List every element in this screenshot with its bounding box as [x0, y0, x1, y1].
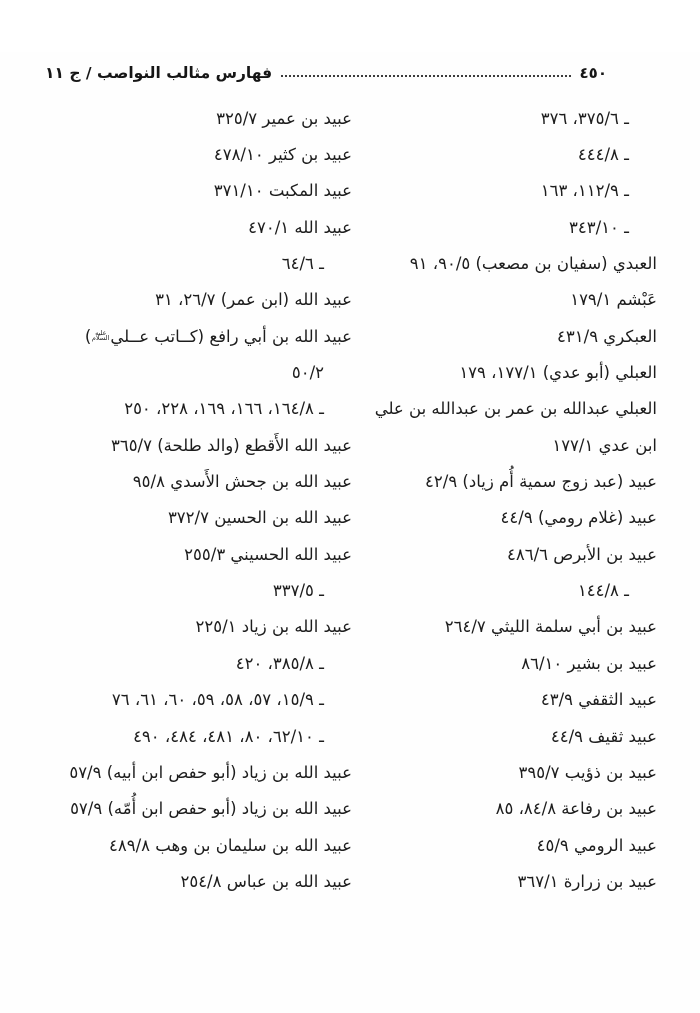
running-header	[45, 52, 607, 82]
index-entry: ـ ١١٢/٩، ١٦٣	[540, 181, 629, 201]
index-entry: عبيد الثقفي ٤٣/٩	[540, 690, 657, 710]
index-entry: عبيد (غلام رومي) ٤٤/٩	[500, 508, 657, 528]
index-entry: عبيد الله الأَقطع (والد طلحة) ٣٦٥/٧	[110, 435, 352, 455]
index-entry: عبيد الله ٤٧٠/١	[248, 217, 352, 237]
index-entry: عبيد بن رفاعة ٨٤/٨، ٨٥	[495, 799, 657, 819]
index-entry: ـ ٣٤٣/١٠	[569, 217, 629, 237]
index-entry: عبيد الله (ابن عمر) ٢٦/٧، ٣١	[155, 290, 352, 310]
index-entry: العبلي عبدالله بن عمر بن عبدالله بن علي	[374, 399, 657, 419]
entry-text: عبيد الله بن أبي رافع (كــاتب عــلي	[110, 326, 352, 346]
dotted-leader	[281, 75, 570, 77]
page-number: ٤٥٠	[579, 64, 607, 82]
index-column-right	[358, 100, 657, 900]
index-entry: عبيد الله بن زياد ٢٢٥/١	[195, 617, 352, 637]
running-title: فهارس مثالب النواصب / ج ١١	[45, 64, 273, 82]
index-entry: عبيد بن الأبرص ٤٨٦/٦	[506, 544, 657, 564]
index-entry: عبيد الرومي ٤٥/٩	[536, 835, 657, 855]
index-entry: عبيد الله بن زياد (أبو حفص ابن أبيه) ٥٧/٩	[69, 762, 352, 782]
index-entry: عبيد بن كثير ٤٧٨/١٠	[213, 145, 352, 165]
index-entry: ـ ٣٨٥/٨، ٤٢٠	[235, 653, 324, 673]
honorific-symbol: عليه السلام	[91, 328, 110, 343]
index-column-left	[35, 100, 352, 900]
index-entry: ـ ١٤٤/٨	[577, 581, 629, 601]
index-entry: عبيد بن ذؤيب ٣٩٥/٧	[518, 762, 657, 782]
book-page	[0, 52, 700, 1013]
index-entry: عبيد بن زرارة ٣٦٧/١	[517, 871, 657, 891]
index-entry: ـ ٦٤/٦	[281, 254, 324, 274]
index-entry: ـ ٤٤٤/٨	[577, 145, 629, 165]
index-entry: عبيد المكبت ٣٧١/١٠	[213, 181, 352, 201]
index-entry: ـ ٣٧٥/٦، ٣٧٦	[540, 108, 629, 128]
index-entry: ابن عدي ١٧٧/١	[552, 435, 657, 455]
index-entry: عبيد الله بن عباس ٢٥٤/٨	[180, 871, 352, 891]
index-entry: عبيد ثقيف ٤٤/٩	[550, 726, 657, 746]
index-entry: عبيد الله الحسيني ٢٥٥/٣	[184, 544, 352, 564]
entry-text: )	[84, 326, 92, 346]
index-entry: عبيد الله بن الحسين ٣٧٢/٧	[167, 508, 352, 528]
index-entry	[35, 318, 352, 354]
index-entry: عبيد بن أبي سلمة الليثي ٢٦٤/٧	[444, 617, 657, 637]
index-entry: ـ ١٦٤/٨، ١٦٦، ١٦٩، ٢٢٨، ٢٥٠	[124, 399, 324, 419]
index-entry: عبيد الله بن زياد (أبو حفص ابن أُمّه) ٥٧/٩	[70, 799, 352, 819]
index-entry: ـ ٦٢/١٠، ٨٠، ٤٨١، ٤٨٤، ٤٩٠	[133, 726, 324, 746]
index-entry: ٥٠/٢	[291, 363, 324, 383]
index-entry: عبيد الله بن سليمان بن وهب ٤٨٩/٨	[109, 835, 352, 855]
index-columns	[0, 100, 700, 900]
index-entry: العبكري ٤٣١/٩	[557, 326, 657, 346]
index-entry: ـ ١٥/٩، ٥٧، ٥٨، ٥٩، ٦٠، ٦١، ٧٦	[111, 690, 324, 710]
index-entry: عبيد بن بشير ٨٦/١٠	[521, 653, 657, 673]
index-entry: عبيد بن عمير ٣٢٥/٧	[216, 108, 352, 128]
index-entry: عبيد الله بن جحش الأَسدي ٩٥/٨	[132, 472, 352, 492]
index-entry: العبلي (أبو عدي) ١٧٧/١، ١٧٩	[459, 363, 657, 383]
index-entry: عبيد (عبد زوج سمية أُم زياد) ٤٢/٩	[425, 472, 657, 492]
index-entry: عَبْشم ١٧٩/١	[570, 290, 657, 310]
index-entry: العبدي (سفيان بن مصعب) ٩٠/٥، ٩١	[409, 254, 657, 274]
index-entry: ـ ٣٣٧/٥	[272, 581, 324, 601]
